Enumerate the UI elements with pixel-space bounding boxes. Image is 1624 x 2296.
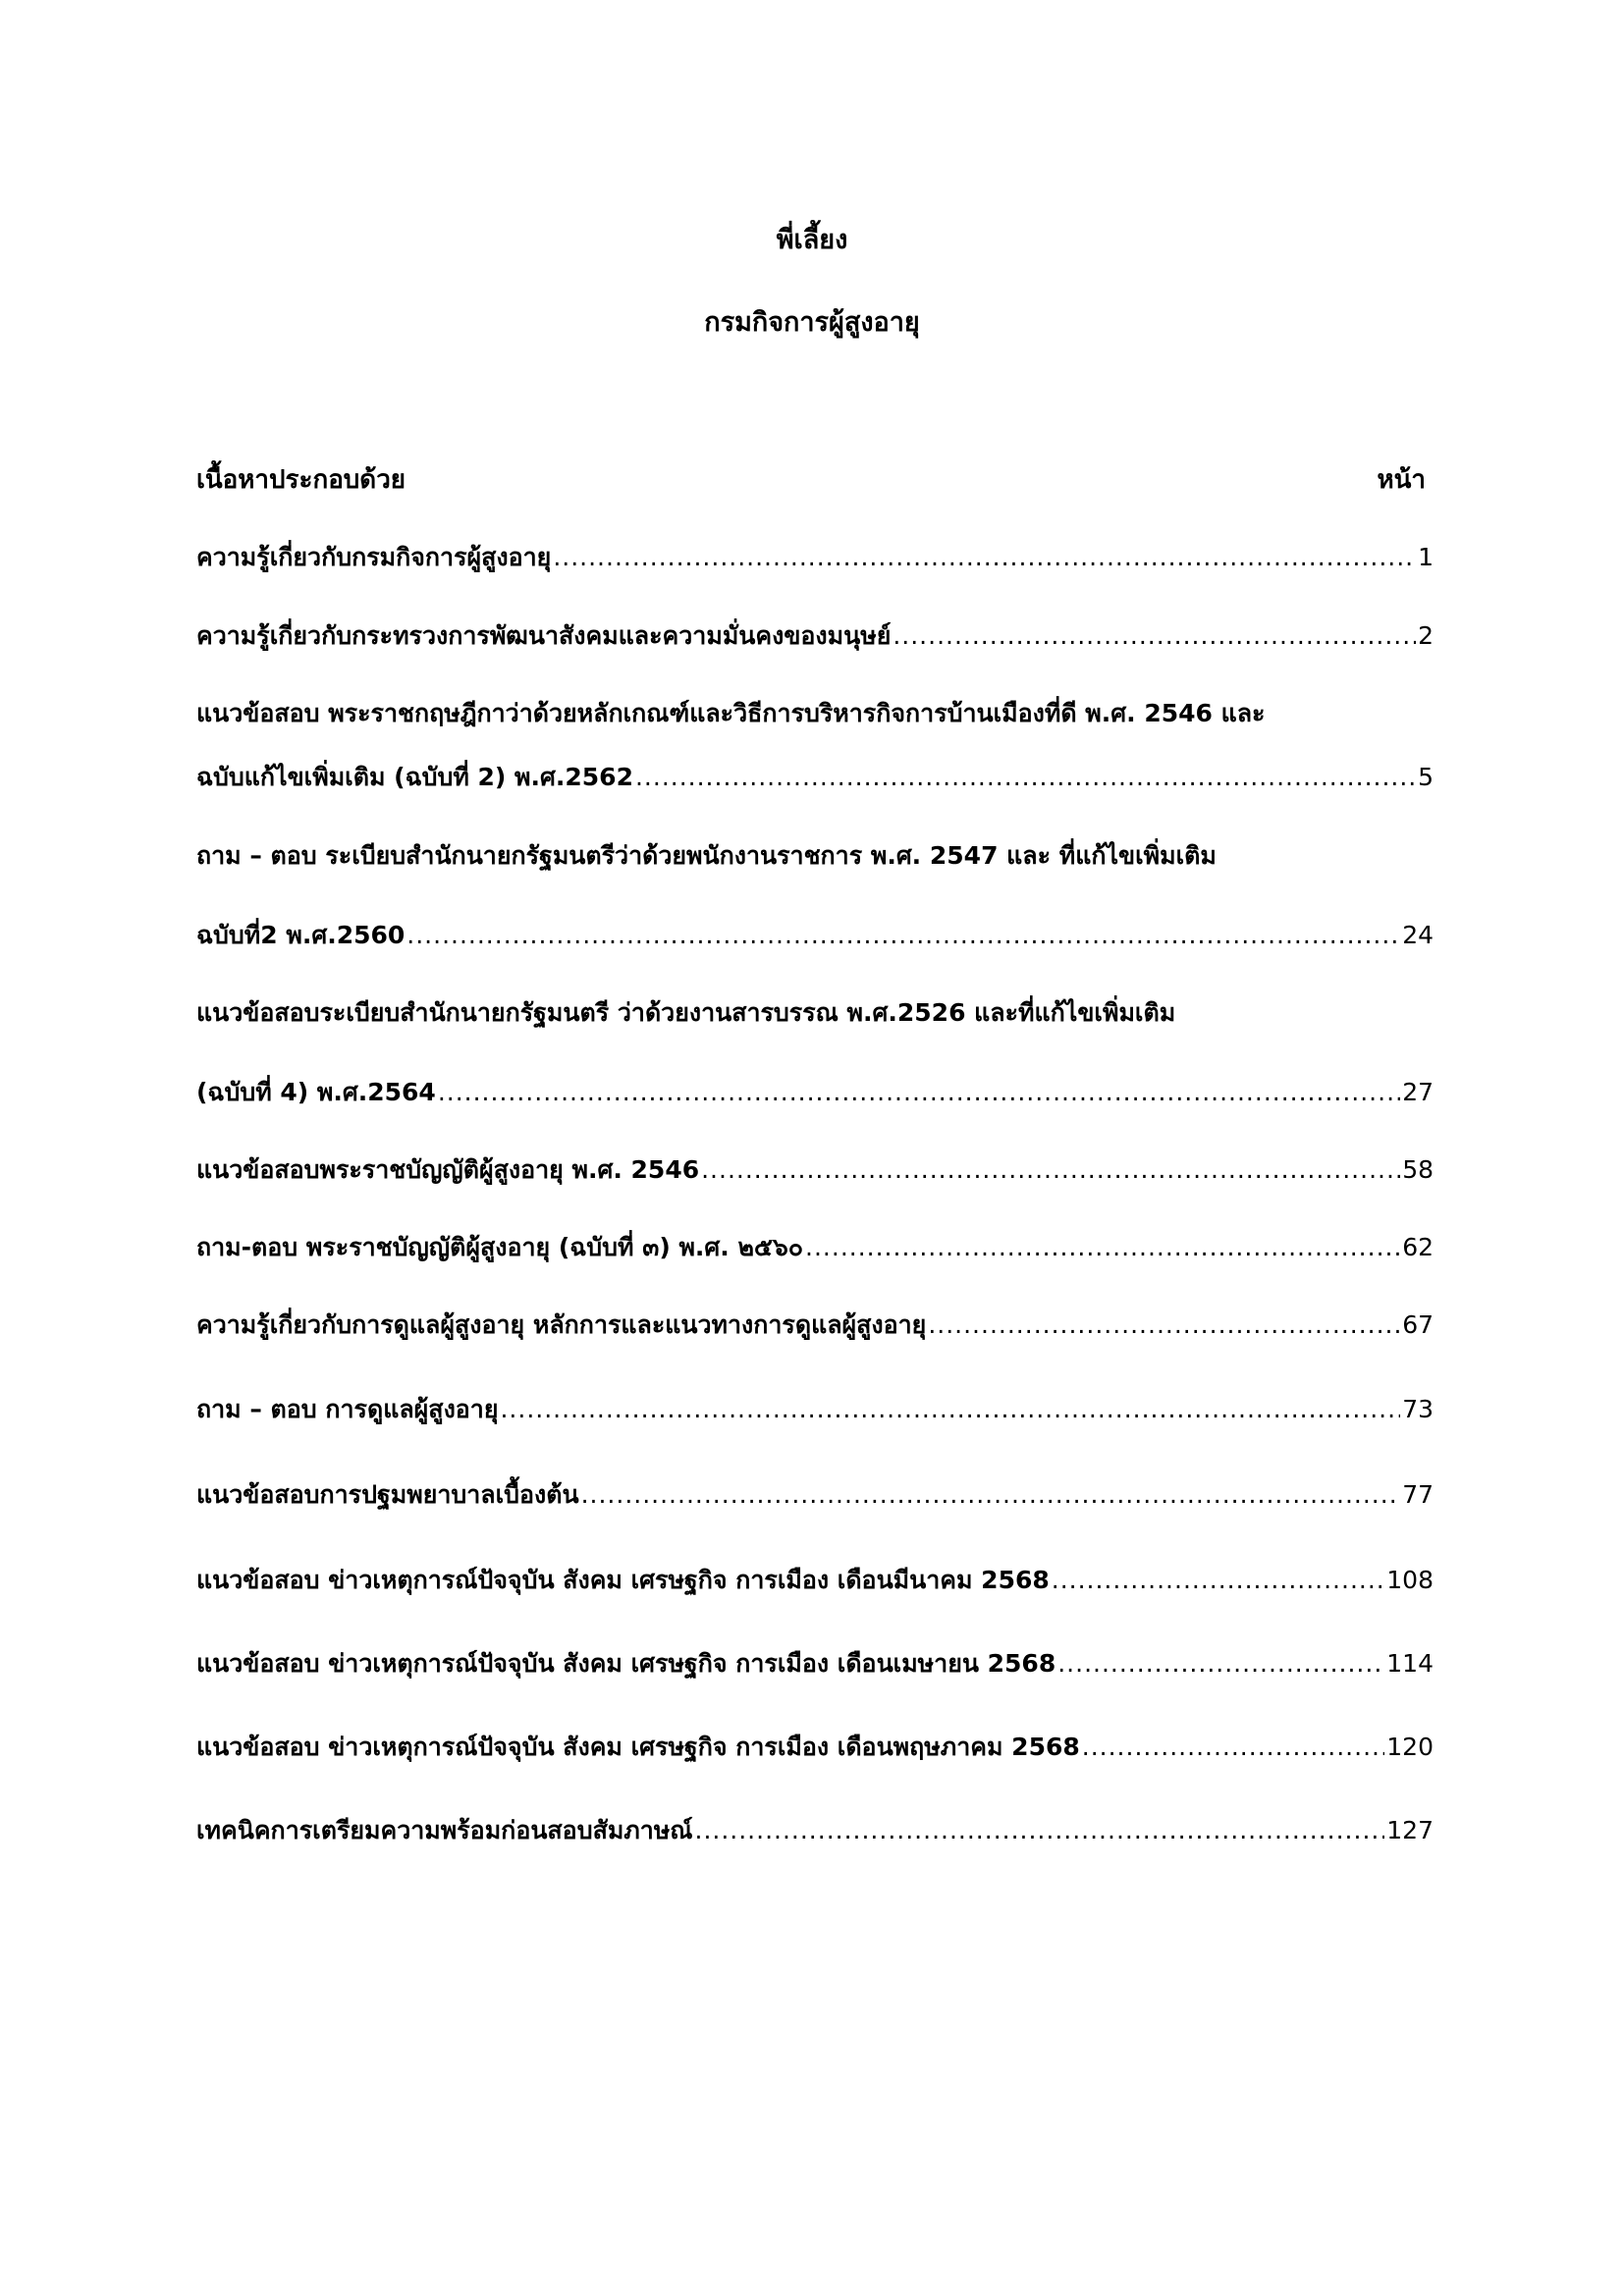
toc-leader-dots bbox=[438, 1078, 1400, 1106]
toc-leader-dots bbox=[928, 1310, 1400, 1339]
toc-entry-6 bbox=[196, 1150, 1434, 1190]
toc-leader-dots bbox=[805, 1233, 1400, 1261]
toc-entry-text: แนวข้อสอบ พระราชกฤษฎีกาว่าด้วยหลักเกณฑ์และวิธีการบริหารกิจการบ้านเมืองที่ดี พ.ศ. 2546 และ bbox=[196, 699, 1266, 727]
toc-entry-page: 77 bbox=[1402, 1480, 1434, 1509]
toc-entry-9 bbox=[196, 1390, 1434, 1429]
toc-entry-4b bbox=[196, 916, 1434, 955]
toc-entry-text: แนวข้อสอบ ข่าวเหตุการณ์ปัจจุบัน สังคม เศรษฐกิจ การเมือง เดือนมีนาคม 2568 bbox=[196, 1566, 1050, 1594]
toc-leader-dots bbox=[553, 543, 1416, 571]
toc-entry-text: (ฉบับที่ 4) พ.ศ.2564 bbox=[196, 1078, 436, 1106]
toc-entry-text: ฉบับแก้ไขเพิ่มเติม (ฉบับที่ 2) พ.ศ.2562 bbox=[196, 763, 633, 791]
toc-entry-text: ถาม – ตอบ ระเบียบสำนักนายกรัฐมนตรีว่าด้วยพนักงานราชการ พ.ศ. 2547 และ ที่แก้ไขเพิ่มเติม bbox=[196, 841, 1217, 870]
toc-leader-dots bbox=[581, 1480, 1401, 1509]
toc-entry-12 bbox=[196, 1644, 1434, 1683]
toc-entry-text: ฉบับที่2 พ.ศ.2560 bbox=[196, 921, 406, 949]
toc-entry-text: แนวข้อสอบระเบียบสำนักนายกรัฐมนตรี ว่าด้วยงานสารบรรณ พ.ศ.2526 และที่แก้ไขเพิ่มเติม bbox=[196, 998, 1176, 1027]
toc-entry-14 bbox=[196, 1811, 1434, 1850]
toc-page-heading: หน้า bbox=[1377, 465, 1426, 495]
toc-entry-page: 5 bbox=[1418, 763, 1434, 791]
toc-entry-2 bbox=[196, 616, 1434, 656]
toc-entry-text: ความรู้เกี่ยวกับกรมกิจการผู้สูงอายุ bbox=[196, 543, 552, 571]
toc-entry-8 bbox=[196, 1306, 1434, 1345]
toc-leader-dots bbox=[1052, 1566, 1385, 1594]
toc-entry-10 bbox=[196, 1475, 1434, 1515]
toc-leader-dots bbox=[1082, 1733, 1385, 1761]
toc-leader-dots bbox=[893, 621, 1416, 650]
toc-entry-page: 62 bbox=[1402, 1233, 1434, 1261]
toc-entry-page: 120 bbox=[1386, 1733, 1434, 1761]
toc-entry-5a bbox=[196, 993, 1175, 1033]
toc-entry-3a bbox=[196, 694, 1265, 733]
toc-entry-text: แนวข้อสอบการปฐมพยาบาลเบื้องต้น bbox=[196, 1480, 579, 1509]
toc-entry-page: 2 bbox=[1418, 621, 1434, 650]
toc-leader-dots bbox=[635, 763, 1416, 791]
toc-entry-text: เทคนิคการเตรียมความพร้อมก่อนสอบสัมภาษณ์ bbox=[196, 1816, 693, 1844]
toc-entry-page: 73 bbox=[1402, 1395, 1434, 1423]
toc-leader-dots bbox=[701, 1155, 1400, 1184]
toc-entry-5b bbox=[196, 1073, 1434, 1112]
toc-entry-page: 58 bbox=[1402, 1155, 1434, 1184]
toc-entry-4a bbox=[196, 836, 1217, 876]
toc-entry-page: 114 bbox=[1386, 1649, 1434, 1678]
toc-entry-7 bbox=[196, 1228, 1434, 1267]
toc-heading: เนื้อหาประกอบด้วย bbox=[196, 465, 406, 495]
toc-entry-page: 24 bbox=[1402, 921, 1434, 949]
toc-entry-11 bbox=[196, 1561, 1434, 1600]
toc-header bbox=[196, 459, 1426, 500]
toc-entry-1 bbox=[196, 538, 1434, 577]
toc-entry-page: 108 bbox=[1386, 1566, 1434, 1594]
toc-entry-text: ถาม – ตอบ การดูแลผู้สูงอายุ bbox=[196, 1395, 499, 1423]
toc-entry-text: แนวข้อสอบพระราชบัญญัติผู้สูงอายุ พ.ศ. 2546 bbox=[196, 1155, 700, 1184]
toc-leader-dots bbox=[1057, 1649, 1384, 1678]
document-subtitle: กรมกิจการผู้สูงอายุ bbox=[704, 307, 920, 338]
toc-leader-dots bbox=[500, 1395, 1400, 1423]
toc-entry-page: 27 bbox=[1402, 1078, 1434, 1106]
toc-leader-dots bbox=[695, 1816, 1385, 1844]
toc-entry-text: ถาม-ตอบ พระราชบัญญัติผู้สูงอายุ (ฉบับที่ ๓) พ.ศ. ๒๕๖๐ bbox=[196, 1233, 804, 1261]
toc-entry-text: แนวข้อสอบ ข่าวเหตุการณ์ปัจจุบัน สังคม เศรษฐกิจ การเมือง เดือนเมษายน 2568 bbox=[196, 1649, 1056, 1678]
toc-entry-page: 67 bbox=[1402, 1310, 1434, 1339]
toc-entry-text: ความรู้เกี่ยวกับการดูแลผู้สูงอายุ หลักการและแนวทางการดูแลผู้สูงอายุ bbox=[196, 1310, 927, 1339]
toc-entry-3b bbox=[196, 758, 1434, 797]
toc-entry-page: 1 bbox=[1418, 543, 1434, 571]
document-title: พี่เลี้ยง bbox=[776, 225, 848, 255]
toc-entry-page: 127 bbox=[1386, 1816, 1434, 1844]
toc-entry-13 bbox=[196, 1728, 1434, 1767]
toc-leader-dots bbox=[406, 921, 1400, 949]
toc-entry-text: แนวข้อสอบ ข่าวเหตุการณ์ปัจจุบัน สังคม เศรษฐกิจ การเมือง เดือนพฤษภาคม 2568 bbox=[196, 1733, 1080, 1761]
toc-entry-text: ความรู้เกี่ยวกับกระทรวงการพัฒนาสังคมและความมั่นคงของมนุษย์ bbox=[196, 621, 892, 650]
